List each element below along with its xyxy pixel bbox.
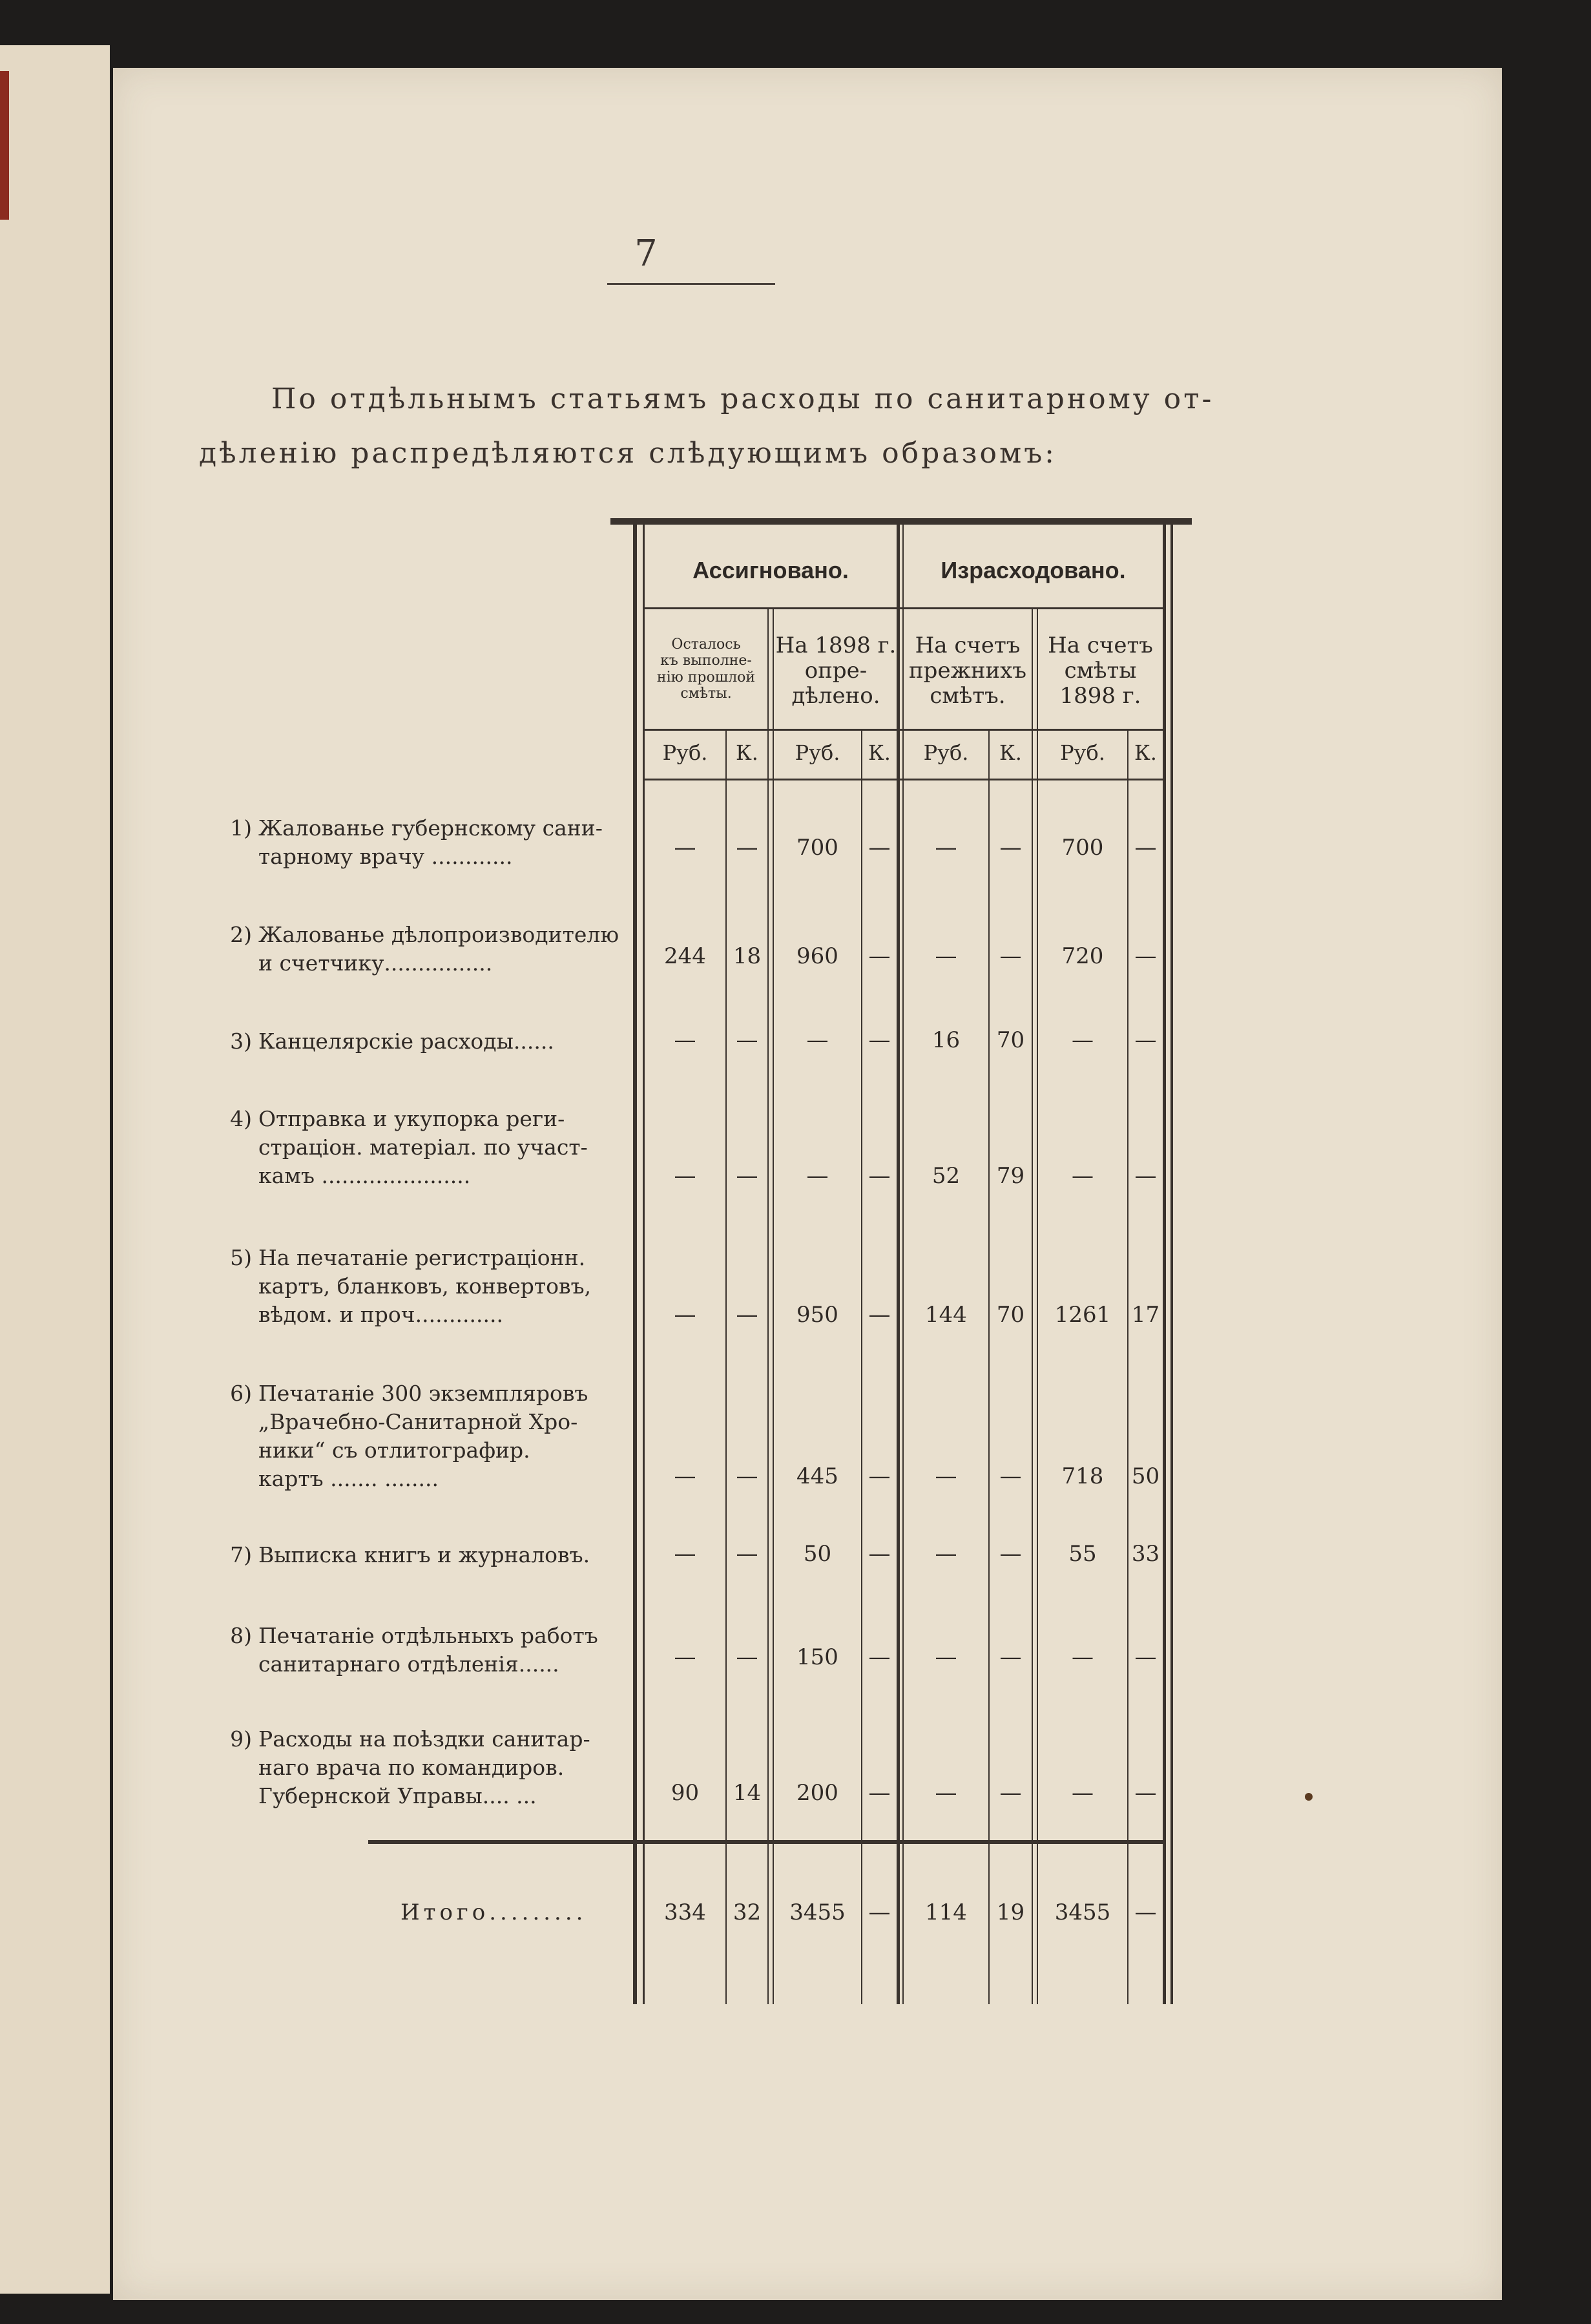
table-cell: — <box>674 1302 696 1328</box>
total-cell: 3455 <box>789 1900 846 1925</box>
table-cell: — <box>935 1780 957 1806</box>
table-cell: — <box>868 1780 891 1806</box>
table-cell: — <box>1134 943 1157 969</box>
unit-kop: К. <box>999 740 1022 765</box>
table-cell: — <box>674 1644 696 1670</box>
row-label-6: 6) Печатаніе 300 экземпляровъ „Врачебно-Санитарной Хро- ники“ съ отлитографир. картъ ....... ........ <box>230 1381 588 1491</box>
table-top-rule <box>610 518 1192 525</box>
ink-spot <box>1305 1793 1313 1801</box>
sub-header-rule <box>645 729 1163 731</box>
table-cell: 14 <box>733 1780 762 1806</box>
table-cell: 16 <box>931 1027 961 1053</box>
table-cell: — <box>1134 1644 1157 1670</box>
unit-kop: К. <box>736 740 758 765</box>
unit-rub: Руб. <box>795 740 840 765</box>
total-cell: 114 <box>925 1900 967 1925</box>
total-cell: 334 <box>664 1900 706 1925</box>
col-divider <box>1032 609 1033 2004</box>
table-cell: 445 <box>796 1463 838 1489</box>
table-cell: 18 <box>733 943 762 969</box>
table-cell: — <box>674 1027 696 1053</box>
table-cell: 1261 <box>1054 1302 1111 1328</box>
table-cell: — <box>736 1302 758 1328</box>
col-divider <box>988 729 990 2004</box>
total-cell: 32 <box>733 1900 762 1925</box>
table-cell: 700 <box>796 835 838 861</box>
unit-rub: Руб. <box>923 740 969 765</box>
table-cell: 950 <box>796 1302 838 1328</box>
table-cell: — <box>868 1302 891 1328</box>
table-right-border-inner <box>1170 525 1173 2004</box>
group-divider <box>897 525 900 2004</box>
col-divider <box>767 609 769 2004</box>
table-cell: — <box>935 1541 957 1567</box>
table-cell: — <box>868 1541 891 1567</box>
table-cell: — <box>736 835 758 861</box>
unit-rub: Руб. <box>662 740 708 765</box>
table-cell: 52 <box>931 1163 961 1189</box>
table-cell: — <box>999 943 1022 969</box>
table-cell: — <box>674 835 696 861</box>
row-label-8: 8) Печатаніе отдѣльныхъ работъ санитарнаго отдѣленія...... <box>230 1623 598 1677</box>
total-label: Итого......... <box>400 1900 587 1925</box>
adjacent-page-edge <box>0 45 110 2294</box>
table-cell: — <box>736 1644 758 1670</box>
table-cell: — <box>868 943 891 969</box>
table-right-border <box>1163 525 1166 2004</box>
table-cell: 70 <box>996 1027 1025 1053</box>
table-cell: — <box>736 1463 758 1489</box>
table-cell: — <box>736 1163 758 1189</box>
page-number-rule <box>607 283 775 285</box>
col-divider <box>725 729 727 2004</box>
group-header-spent: Израсходовано. <box>941 557 1126 583</box>
total-cell: — <box>868 1900 891 1925</box>
intro-line-1: По отдѣльнымъ статьямъ расходы по санитарному от- <box>271 382 1214 415</box>
table-cell: 700 <box>1061 835 1104 861</box>
unit-kop: К. <box>1134 740 1157 765</box>
table-cell: — <box>935 1463 957 1489</box>
table-cell: — <box>935 835 957 861</box>
row-label-4: 4) Отправка и укупорка реги- страціон. матеріал. по участ- камъ ...................... <box>230 1106 588 1188</box>
table-cell: 50 <box>1131 1463 1160 1489</box>
table-cell: — <box>868 1163 891 1189</box>
table-cell: — <box>806 1163 829 1189</box>
total-cell: 3455 <box>1054 1900 1111 1925</box>
table-cell: — <box>868 835 891 861</box>
table-cell: — <box>1072 1163 1094 1189</box>
table-cell: — <box>736 1541 758 1567</box>
sub-header-1898-allocated: На 1898 г. опре- дѣлено. <box>775 633 897 709</box>
table-cell: 718 <box>1061 1463 1104 1489</box>
table-cell: 150 <box>796 1644 838 1670</box>
sub-header-1898-estimate: На счетъ смѣты 1898 г. <box>1048 633 1153 709</box>
total-cell: 19 <box>996 1900 1025 1925</box>
group-header-rule <box>645 607 1163 609</box>
col-divider <box>861 729 862 2004</box>
table-cell: — <box>674 1463 696 1489</box>
table-cell: — <box>736 1027 758 1053</box>
table-cell: — <box>868 1463 891 1489</box>
table-cell: — <box>999 835 1022 861</box>
table-cell: 720 <box>1061 943 1104 969</box>
table-cell: — <box>999 1644 1022 1670</box>
table-cell: — <box>868 1644 891 1670</box>
table-cell: — <box>674 1163 696 1189</box>
row-label-5: 5) На печатаніе регистраціонн. картъ, бланковъ, конвертовъ, вѣдом. и проч............. <box>230 1245 592 1327</box>
page-number: 7 <box>634 233 658 275</box>
unit-header-rule <box>645 779 1163 780</box>
table-cell: 79 <box>996 1163 1025 1189</box>
table-cell: 144 <box>925 1302 967 1328</box>
table-cell: — <box>935 1644 957 1670</box>
table-cell: — <box>1134 835 1157 861</box>
table-cell: — <box>1072 1780 1094 1806</box>
table-cell: 70 <box>996 1302 1025 1328</box>
row-label-3: 3) Канцелярскіе расходы...... <box>230 1029 554 1054</box>
table-cell: 244 <box>664 943 706 969</box>
table-cell: 960 <box>796 943 838 969</box>
table-cell: — <box>999 1541 1022 1567</box>
table-cell: 17 <box>1131 1302 1160 1328</box>
table-cell: — <box>868 1027 891 1053</box>
table-cell: — <box>806 1027 829 1053</box>
total-cell: — <box>1134 1900 1157 1925</box>
table-cell: 200 <box>796 1780 838 1806</box>
table-cell: — <box>674 1541 696 1567</box>
group-header-assigned: Ассигновано. <box>692 557 849 583</box>
table-cell: — <box>999 1780 1022 1806</box>
unit-rub: Руб. <box>1060 740 1105 765</box>
row-label-2: 2) Жалованье дѣлопроизводителю и счетчику................ <box>230 922 619 976</box>
intro-line-2: дѣленію распредѣляются слѣдующимъ образомъ: <box>199 437 1057 470</box>
table-cell: — <box>1072 1644 1094 1670</box>
row-label-1: 1) Жалованье губернскому сани- тарному врачу ............ <box>230 815 603 869</box>
table-cell: — <box>1072 1027 1094 1053</box>
sub-header-remaining: Осталось къ выполне- нію прошлой смѣты. <box>656 636 756 702</box>
row-label-9: 9) Расходы на поѣздки санитар- наго врача по командиров. Губернской Управы.... ... <box>230 1726 590 1808</box>
row-label-7: 7) Выписка книгъ и журналовъ. <box>230 1542 590 1567</box>
table-cell: 90 <box>671 1780 700 1806</box>
table-left-border <box>633 525 637 2004</box>
unit-kop: К. <box>868 740 891 765</box>
table-cell: — <box>1134 1163 1157 1189</box>
table-cell: 50 <box>803 1541 832 1567</box>
binding-ribbon <box>0 71 9 220</box>
table-cell: — <box>1134 1027 1157 1053</box>
table-cell: — <box>999 1463 1022 1489</box>
table-cell: — <box>1134 1780 1157 1806</box>
table-cell: 55 <box>1068 1541 1097 1567</box>
table-cell: 33 <box>1131 1541 1160 1567</box>
col-divider <box>1127 729 1128 2004</box>
table-cell: — <box>935 943 957 969</box>
sub-header-prior-estimates: На счетъ прежнихъ смѣтъ. <box>909 633 1026 709</box>
